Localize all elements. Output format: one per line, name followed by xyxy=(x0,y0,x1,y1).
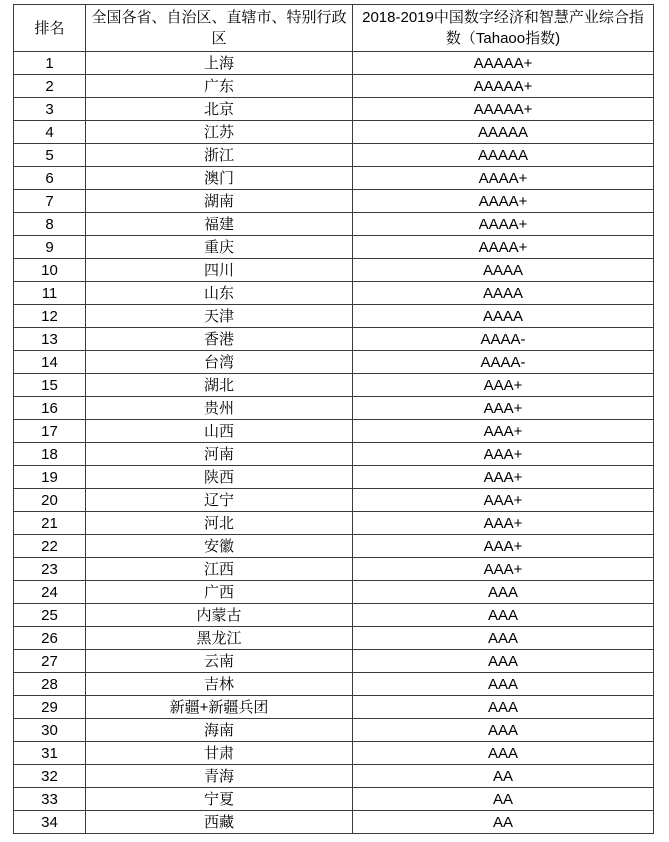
region-cell: 湖南 xyxy=(86,190,353,213)
ranking-table xyxy=(13,4,654,834)
rank-cell: 26 xyxy=(14,627,86,650)
rank-cell: 1 xyxy=(14,52,86,75)
rank-cell: 19 xyxy=(14,466,86,489)
region-cell: 澳门 xyxy=(86,167,353,190)
table-row xyxy=(14,466,654,489)
index-cell: AAAAA xyxy=(353,121,654,144)
header-row xyxy=(14,5,654,52)
index-cell: AAA+ xyxy=(353,466,654,489)
rank-cell: 20 xyxy=(14,489,86,512)
region-cell: 安徽 xyxy=(86,535,353,558)
index-cell: AAA xyxy=(353,650,654,673)
rank-cell: 24 xyxy=(14,581,86,604)
rank-cell: 4 xyxy=(14,121,86,144)
region-cell: 广东 xyxy=(86,75,353,98)
table-row xyxy=(14,604,654,627)
region-cell: 黑龙江 xyxy=(86,627,353,650)
table-row xyxy=(14,52,654,75)
table-row xyxy=(14,673,654,696)
table-row xyxy=(14,788,654,811)
region-cell: 广西 xyxy=(86,581,353,604)
index-cell: AAAA- xyxy=(353,328,654,351)
table-row xyxy=(14,144,654,167)
index-cell: AAA+ xyxy=(353,443,654,466)
rank-cell: 30 xyxy=(14,719,86,742)
region-cell: 北京 xyxy=(86,98,353,121)
index-cell: AAA+ xyxy=(353,397,654,420)
rank-cell: 6 xyxy=(14,167,86,190)
table-row xyxy=(14,742,654,765)
table-row xyxy=(14,213,654,236)
index-cell: AAAA xyxy=(353,282,654,305)
region-cell: 浙江 xyxy=(86,144,353,167)
index-cell: AAA xyxy=(353,696,654,719)
region-cell: 云南 xyxy=(86,650,353,673)
table-row xyxy=(14,98,654,121)
rank-cell: 13 xyxy=(14,328,86,351)
index-cell: AAAA+ xyxy=(353,236,654,259)
table-row xyxy=(14,305,654,328)
table-row xyxy=(14,489,654,512)
rank-cell: 17 xyxy=(14,420,86,443)
table-row xyxy=(14,443,654,466)
rank-cell: 7 xyxy=(14,190,86,213)
rank-cell: 31 xyxy=(14,742,86,765)
region-cell: 江苏 xyxy=(86,121,353,144)
region-cell: 陕西 xyxy=(86,466,353,489)
region-cell: 山东 xyxy=(86,282,353,305)
region-cell: 香港 xyxy=(86,328,353,351)
table-row xyxy=(14,167,654,190)
region-cell: 内蒙古 xyxy=(86,604,353,627)
region-cell: 辽宁 xyxy=(86,489,353,512)
rank-cell: 32 xyxy=(14,765,86,788)
column-header-region: 全国各省、自治区、直辖市、特别行政区 xyxy=(86,5,353,52)
region-cell: 甘肃 xyxy=(86,742,353,765)
region-cell: 四川 xyxy=(86,259,353,282)
table-row xyxy=(14,512,654,535)
rank-cell: 9 xyxy=(14,236,86,259)
region-cell: 山西 xyxy=(86,420,353,443)
region-cell: 天津 xyxy=(86,305,353,328)
region-cell: 贵州 xyxy=(86,397,353,420)
table-row xyxy=(14,282,654,305)
column-header-rank: 排名 xyxy=(14,5,86,52)
rank-cell: 11 xyxy=(14,282,86,305)
table-row xyxy=(14,581,654,604)
index-cell: AAAAA xyxy=(353,144,654,167)
index-cell: AA xyxy=(353,811,654,834)
index-cell: AAA xyxy=(353,673,654,696)
table-row xyxy=(14,811,654,834)
table-row xyxy=(14,259,654,282)
rank-cell: 28 xyxy=(14,673,86,696)
index-cell: AAA+ xyxy=(353,420,654,443)
table-header xyxy=(14,5,654,52)
index-cell: AAAA+ xyxy=(353,213,654,236)
table-row xyxy=(14,236,654,259)
rank-cell: 29 xyxy=(14,696,86,719)
index-cell: AAAAA+ xyxy=(353,52,654,75)
rank-cell: 2 xyxy=(14,75,86,98)
rank-cell: 15 xyxy=(14,374,86,397)
region-cell: 江西 xyxy=(86,558,353,581)
rank-cell: 3 xyxy=(14,98,86,121)
index-cell: AAAA+ xyxy=(353,190,654,213)
region-cell: 重庆 xyxy=(86,236,353,259)
table-row xyxy=(14,696,654,719)
region-cell: 海南 xyxy=(86,719,353,742)
region-cell: 上海 xyxy=(86,52,353,75)
rank-cell: 27 xyxy=(14,650,86,673)
rank-cell: 34 xyxy=(14,811,86,834)
table-row xyxy=(14,121,654,144)
rank-cell: 10 xyxy=(14,259,86,282)
table-row xyxy=(14,627,654,650)
table-body xyxy=(14,52,654,834)
index-cell: AAAA+ xyxy=(353,167,654,190)
index-cell: AAA xyxy=(353,604,654,627)
rank-cell: 33 xyxy=(14,788,86,811)
table-row xyxy=(14,558,654,581)
rank-cell: 22 xyxy=(14,535,86,558)
rank-cell: 25 xyxy=(14,604,86,627)
region-cell: 湖北 xyxy=(86,374,353,397)
region-cell: 福建 xyxy=(86,213,353,236)
region-cell: 青海 xyxy=(86,765,353,788)
rank-cell: 16 xyxy=(14,397,86,420)
region-cell: 西藏 xyxy=(86,811,353,834)
index-cell: AAA xyxy=(353,581,654,604)
table-row xyxy=(14,719,654,742)
rank-cell: 8 xyxy=(14,213,86,236)
index-cell: AAAAA+ xyxy=(353,98,654,121)
index-cell: AAA+ xyxy=(353,374,654,397)
index-cell: AAA xyxy=(353,742,654,765)
index-cell: AAA+ xyxy=(353,512,654,535)
rank-cell: 5 xyxy=(14,144,86,167)
index-cell: AA xyxy=(353,765,654,788)
column-header-index: 2018-2019中国数字经济和智慧产业综合指数（Tahaoo指数) xyxy=(353,5,654,52)
table-row xyxy=(14,328,654,351)
index-cell: AAA+ xyxy=(353,489,654,512)
region-cell: 宁夏 xyxy=(86,788,353,811)
rank-cell: 23 xyxy=(14,558,86,581)
table-row xyxy=(14,374,654,397)
table-row xyxy=(14,535,654,558)
index-cell: AA xyxy=(353,788,654,811)
table-row xyxy=(14,420,654,443)
table-row xyxy=(14,765,654,788)
index-cell: AAA+ xyxy=(353,535,654,558)
region-cell: 新疆+新疆兵团 xyxy=(86,696,353,719)
index-cell: AAA xyxy=(353,719,654,742)
index-cell: AAAAA+ xyxy=(353,75,654,98)
region-cell: 吉林 xyxy=(86,673,353,696)
rank-cell: 12 xyxy=(14,305,86,328)
table-row xyxy=(14,397,654,420)
rank-cell: 18 xyxy=(14,443,86,466)
rank-cell: 14 xyxy=(14,351,86,374)
index-cell: AAAA- xyxy=(353,351,654,374)
table-row xyxy=(14,351,654,374)
index-cell: AAAA xyxy=(353,305,654,328)
index-cell: AAA xyxy=(353,627,654,650)
table-row xyxy=(14,650,654,673)
index-cell: AAAA xyxy=(353,259,654,282)
region-cell: 台湾 xyxy=(86,351,353,374)
index-cell: AAA+ xyxy=(353,558,654,581)
region-cell: 河南 xyxy=(86,443,353,466)
rank-cell: 21 xyxy=(14,512,86,535)
table-row xyxy=(14,190,654,213)
table-row xyxy=(14,75,654,98)
region-cell: 河北 xyxy=(86,512,353,535)
